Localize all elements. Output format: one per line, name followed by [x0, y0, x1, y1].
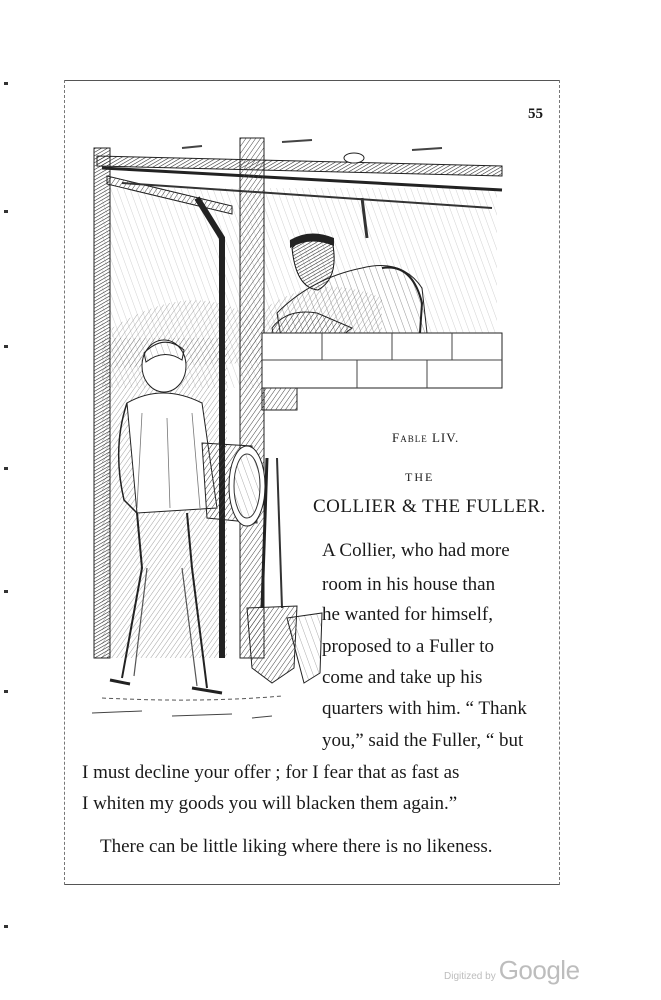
page-left-rule: [64, 80, 65, 885]
margin-mark: [4, 82, 8, 85]
body-line: room in his house than: [322, 574, 496, 595]
fable-title: COLLIER & THE FULLER.: [313, 496, 546, 517]
margin-mark: [4, 925, 8, 928]
body-line: I must decline your offer ; for I fear that as fast as: [82, 762, 460, 783]
digitized-watermark: [444, 955, 580, 986]
body-line: come and take up his: [322, 667, 483, 688]
margin-mark: [4, 467, 8, 470]
fable-number: Fable LIV.: [392, 430, 460, 445]
fable-moral: There can be little liking where there is no likeness.: [100, 836, 493, 857]
fable-title-the: THE: [405, 470, 435, 484]
body-line: he wanted for himself,: [322, 604, 493, 625]
page-right-rule: [559, 80, 560, 885]
body-line: I whiten my goods you will blacken them again.”: [82, 793, 458, 814]
body-line: A Collier, who had more: [322, 540, 510, 561]
margin-mark: [4, 590, 8, 593]
margin-mark: [4, 345, 8, 348]
google-logo: Google: [498, 955, 580, 985]
body-line: you,” said the Fuller, “ but: [322, 730, 524, 751]
watermark-prefix: Digitized by: [444, 971, 496, 982]
body-line: proposed to a Fuller to: [322, 636, 495, 657]
margin-mark: [4, 690, 8, 693]
page-top-rule: [64, 80, 559, 81]
margin-mark: [4, 210, 8, 213]
body-line: quarters with him. “ Thank: [322, 698, 527, 719]
page-number: 55: [528, 106, 543, 122]
page-bottom-rule: [64, 884, 559, 885]
